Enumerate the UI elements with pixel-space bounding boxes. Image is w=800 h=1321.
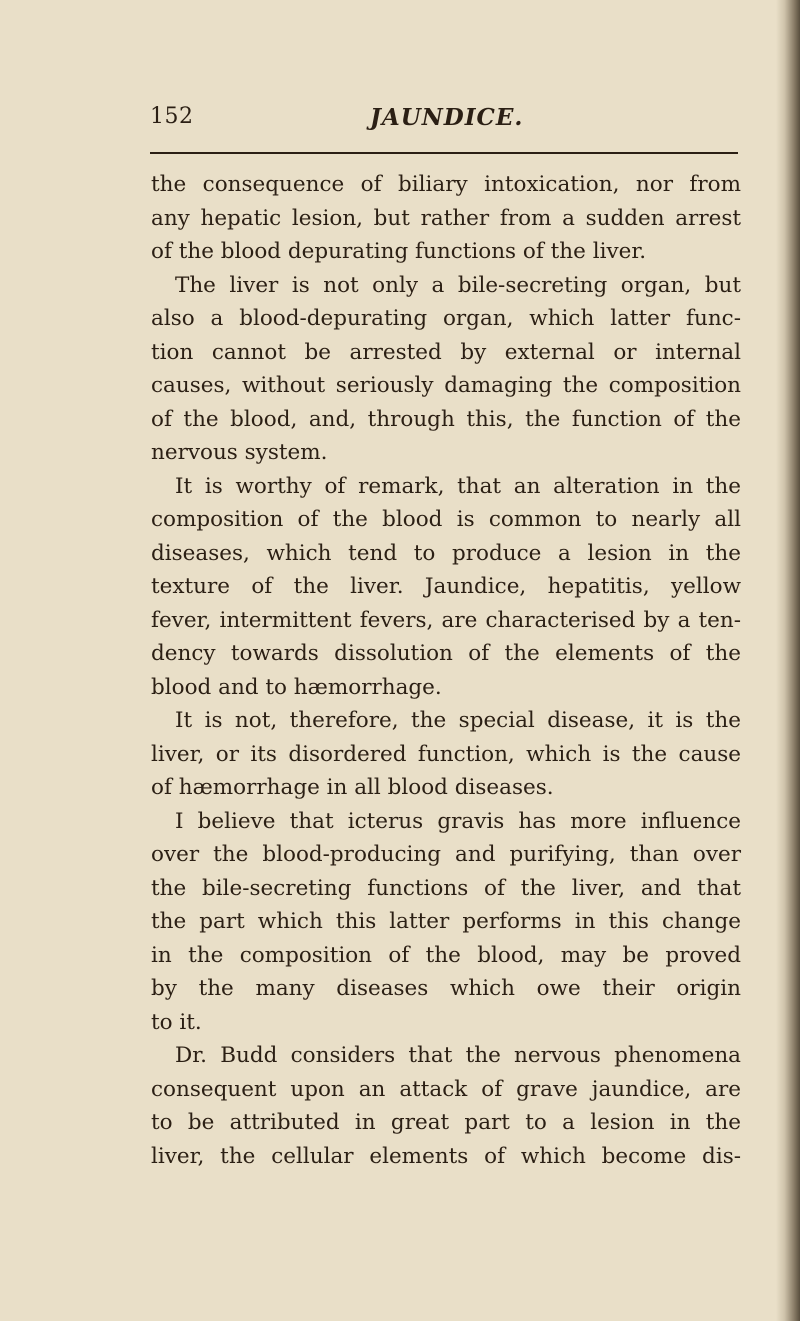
- text-line: in the composition of the blood, may be proved: [151, 942, 741, 968]
- text-line: diseases, which tend to produce a lesion in the: [151, 540, 741, 566]
- text-line: composition of the blood is common to nearly all: [151, 507, 741, 532]
- text-line: of the blood, and, through this, the function of the: [151, 406, 741, 432]
- body-text: [151, 168, 741, 1173]
- page-number: 152: [150, 104, 194, 129]
- text-line: liver, the cellular elements of which become dis-: [151, 1143, 741, 1169]
- text-line: I believe that icterus gravis has more influence: [175, 808, 741, 834]
- text-line: any hepatic lesion, but rather from a sudden arrest: [151, 205, 741, 231]
- text-line: It is not, therefore, the special disease, it is the: [175, 708, 741, 733]
- text-line: tion cannot be arrested by external or internal: [151, 339, 741, 365]
- text-line: to be attributed in great part to a lesion in the: [151, 1110, 741, 1135]
- text-line: causes, without seriously damaging the composition: [151, 373, 741, 398]
- page-header: [150, 104, 740, 144]
- text-line: of hæmorrhage in all blood diseases.: [151, 775, 554, 800]
- text-line: also a blood-depurating organ, which latter func-: [151, 306, 741, 331]
- text-line: to it.: [151, 1009, 202, 1035]
- text-line: The liver is not only a bile-secreting organ, but: [175, 272, 741, 298]
- text-line: of the blood depurating functions of the liver.: [151, 239, 647, 264]
- text-line: the consequence of biliary intoxication, nor from: [151, 172, 741, 197]
- text-line: blood and to hæmorrhage.: [151, 674, 442, 700]
- text-line: consequent upon an attack of grave jaundice, are: [151, 1076, 741, 1102]
- text-line: It is worthy of remark, that an alteration in the: [175, 473, 741, 499]
- text-line: nervous system.: [151, 440, 328, 465]
- text-line: the part which this latter performs in this change: [151, 909, 741, 934]
- text-line: dency towards dissolution of the elements of the: [151, 641, 741, 666]
- text-line: Dr. Budd considers that the nervous phenomena: [175, 1043, 741, 1068]
- page-edge-shadow: [776, 0, 800, 1321]
- text-line: the bile-secreting functions of the liver, and that: [151, 875, 741, 901]
- text-line: by the many diseases which owe their origin: [151, 976, 741, 1001]
- running-title: JAUNDICE.: [370, 104, 524, 131]
- header-rule: [150, 152, 738, 154]
- text-line: liver, or its disordered function, which is the cause: [151, 741, 741, 767]
- text-line: texture of the liver. Jaundice, hepatitis, yellow: [151, 574, 741, 599]
- text-line: fever, intermittent fevers, are characterised by a ten-: [151, 607, 741, 633]
- text-line: over the blood-producing and purifying, than over: [151, 842, 741, 867]
